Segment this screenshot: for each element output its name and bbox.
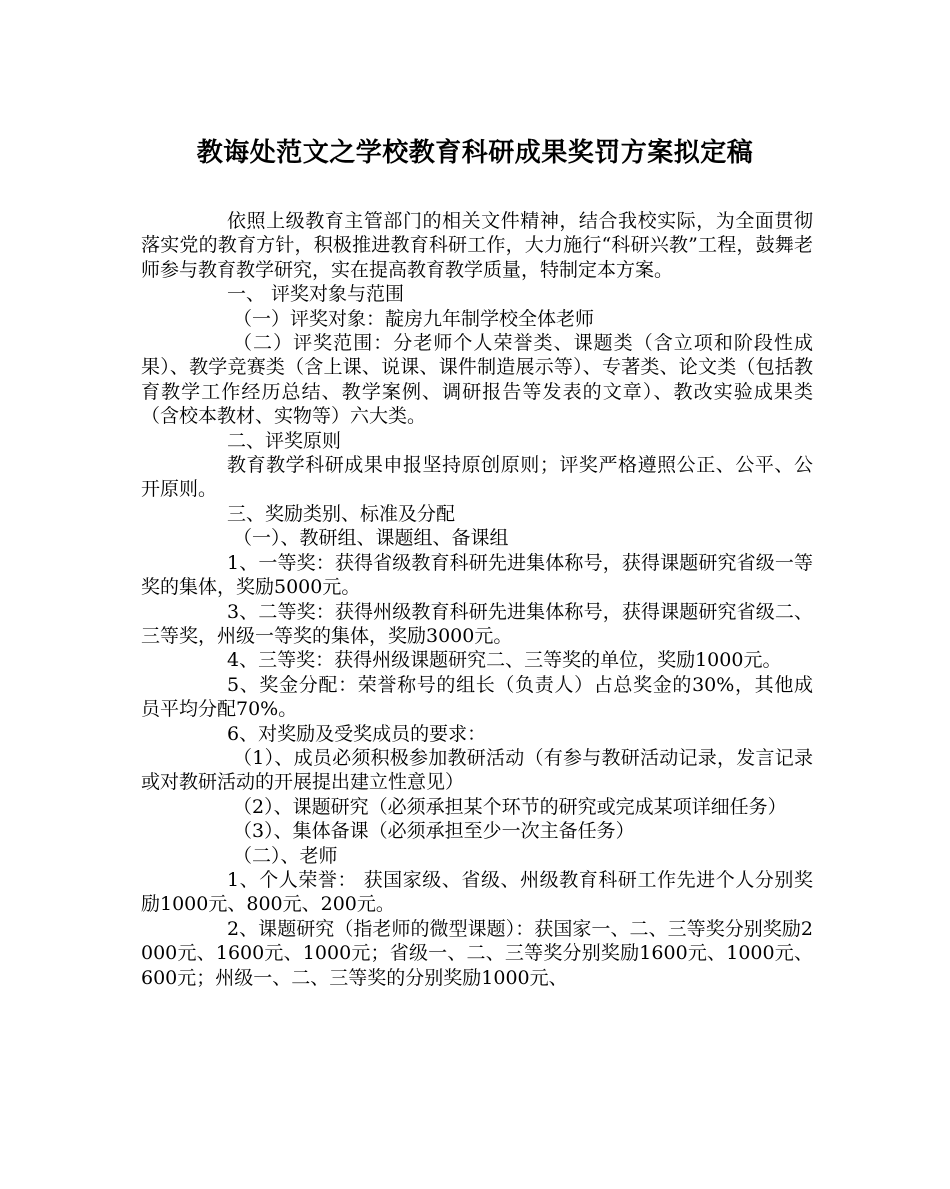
subheading-groups: （一）、教研组、课题组、备课组 [233,527,509,550]
paragraph-bonus-distribution: 5、奖金分配：荣誉称号的组长（负责人）占总奖金的30%，其他成员平均分配70%。 [141,673,813,721]
section-heading-1: 一、 评奖对象与范围 [227,283,405,306]
document-body [141,209,813,990]
paragraph-intro: 依照上级教育主管部门的相关文件精神，结合我校实际，为全面贯彻落实党的教育方针，积极推进教育科研工作，大力施行“科研兴教”工程，鼓舞老师参与教育教学研究，实在提高教育教学质量，特制定本方案。 [141,210,813,281]
paragraph-research-awards: 2、课题研究（指老师的微型课题）：获国家一、二、三等奖分别奖励2000元、1600元、1000元；省级一、二、三等奖分别奖励1600元、1000元、600元；州级一、二、三等奖的分别奖励1000元、 [141,917,813,989]
paragraph-requirements: 6、对奖励及受奖成员的要求： [227,722,487,745]
paragraph-third-prize: 4、三等奖：获得州级课题研究二、三等奖的单位，奖励1000元。 [227,649,782,672]
paragraph-requirement-1: （1）、成员必须积极参加教研活动（有参与教研活动记录，发言记录或对教研活动的开展提出建立性意见） [141,746,813,794]
section-heading-2: 二、评奖原则 [227,429,342,452]
paragraph-personal-honor: 1、个人荣誉： 获国家级、省级、州级教育科研工作先进个人分别奖励1000元、800元、200元。 [141,868,813,916]
paragraph-requirement-2: （2）、课题研究（必须承担某个环节的研究或完成某项详细任务） [233,795,787,818]
paragraph-first-prize: 1、一等奖：获得省级教育科研先进集体称号，获得课题研究省级一等奖的集体，奖励5000元。 [141,551,813,599]
section-heading-3: 三、奖励类别、标准及分配 [227,502,456,525]
subheading-teachers: （二）、老师 [233,844,338,867]
document-title: 教诲处范文之学校教育科研成果奖罚方案拟定稿 [196,138,754,168]
paragraph-second-prize: 3、二等奖：获得州级教育科研先进集体称号，获得课题研究省级二、三等奖，州级一等奖的集体，奖励3000元。 [141,600,813,647]
paragraph-requirement-3: （3）、集体备课（必须承担至少一次主备任务） [233,820,635,843]
paragraph-award-target: （一）评奖对象：靛房九年制学校全体老师 [233,307,595,330]
paragraph-principles: 教育教学科研成果申报坚持原创原则；评奖严格遵照公正、公平、公开原则。 [141,454,813,501]
paragraph-award-scope: （二）评奖范围：分老师个人荣誉类、课题类（含立项和阶段性成果）、教学竞赛类（含上课、说课、课件制造展示等）、专著类、论文类（包括教育教学工作经历总结、教学案例、调研报告等发表的文章）、教改实验成果类（含校本教材、实物等）六大类。 [141,332,813,428]
